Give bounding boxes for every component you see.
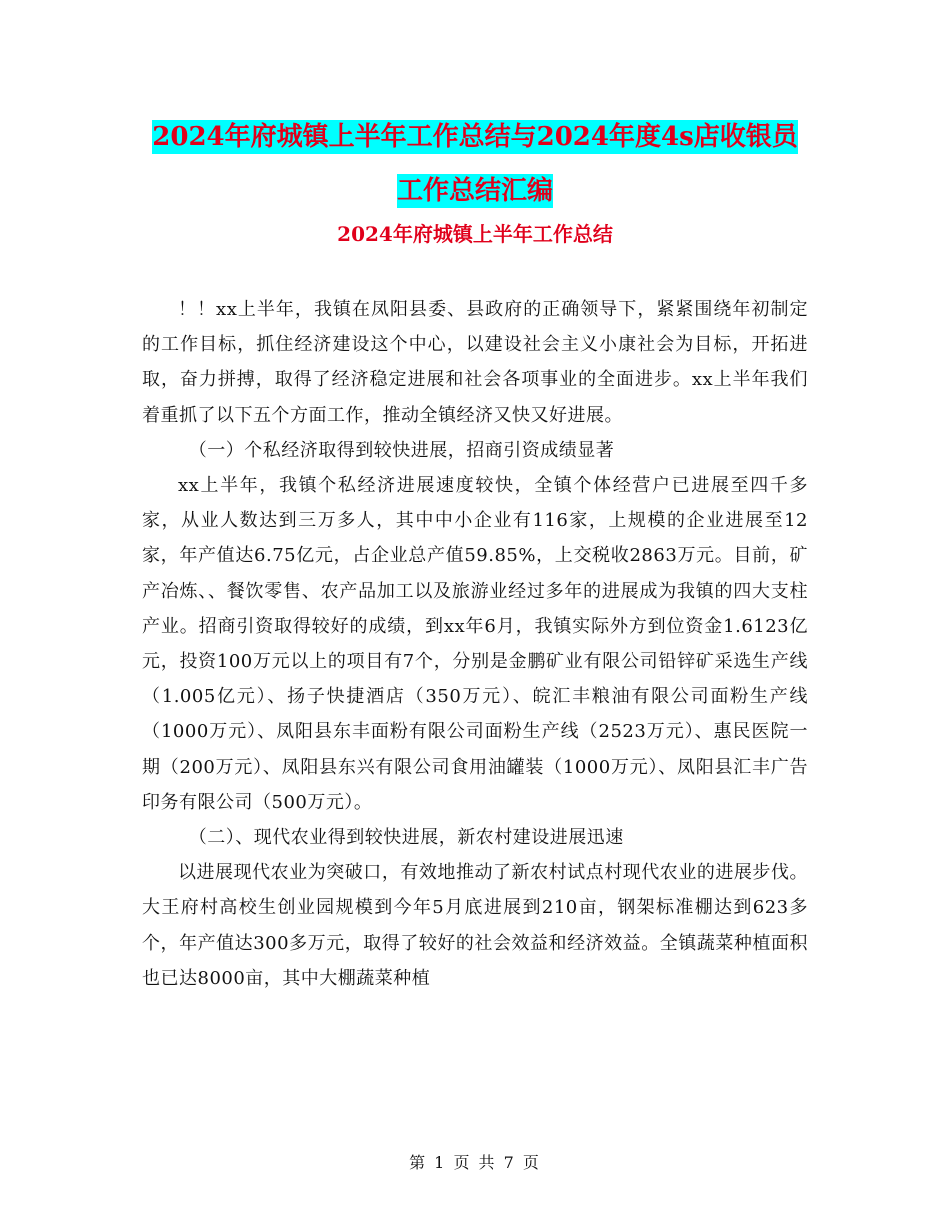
document-title [140, 110, 810, 218]
paragraph-heading-1: （一）个私经济取得到较快进展，招商引资成绩显著 [188, 439, 615, 461]
paragraph-modern-agriculture: 以进展现代农业为突破口，有效地推动了新农村试点村现代农业的进展步伐。大王府村高校生创业园规模到今年5月底进展到210亩，钢架标准棚达到623多个，年产值达300多万元，取得了较好的社会效益和经济效益。全镇蔬菜种植面积也已达8000亩，其中大棚蔬菜种植 [142, 862, 808, 989]
document-body [142, 292, 808, 996]
paragraph-intro: ！！xx上半年，我镇在凤阳县委、县政府的正确领导下，紧紧围绕年初制定的工作目标，抓住经济建设这个中心，以建设社会主义小康社会为目标，开拓进取，奋力拼搏，取得了经济稳定进展和社会各项事业的全面进步。xx上半年我们着重抓了以下五个方面工作，推动全镇经济又快又好进展。 [142, 299, 808, 426]
document-title-text: 2024年府城镇上半年工作总结与2024年度4s店收银员工作总结汇编 [152, 122, 798, 206]
paragraph-private-economy: xx上半年，我镇个私经济进展速度较快，全镇个体经营户已进展至四千多家，从业人数达到三万多人，其中中小企业有116家，上规模的企业进展至12家，年产值达6.75亿元，占企业总产值59.85%，上交税收2863万元。目前，矿产冶炼、、餐饮零售、农产品加工以及旅游业经过多年的进展成为我镇的四大支柱产业。招商引资取得较好的成绩，到xx年6月，我镇实际外方到位资金1.6123亿元，投资100万元以上的项目有7个，分别是金鹏矿业有限公司铅锌矿采选生产线（1.005亿元）、扬子快捷酒店（350万元）、皖汇丰粮油有限公司面粉生产线（1000万元）、凤阳县东丰面粉有限公司面粉生产线（2523万元）、惠民医院一期（200万元）、凤阳县东兴有限公司食用油罐装（1000万元）、凤阳县汇丰广告印务有限公司（500万元）。 [142, 475, 808, 813]
section-title: 2024年府城镇上半年工作总结 [337, 222, 613, 246]
paragraph-heading-2: （二）、现代农业得到较快进展，新农村建设进展迅速 [188, 827, 624, 849]
page-footer: 第 1 页 共 7 页 [409, 1153, 541, 1172]
